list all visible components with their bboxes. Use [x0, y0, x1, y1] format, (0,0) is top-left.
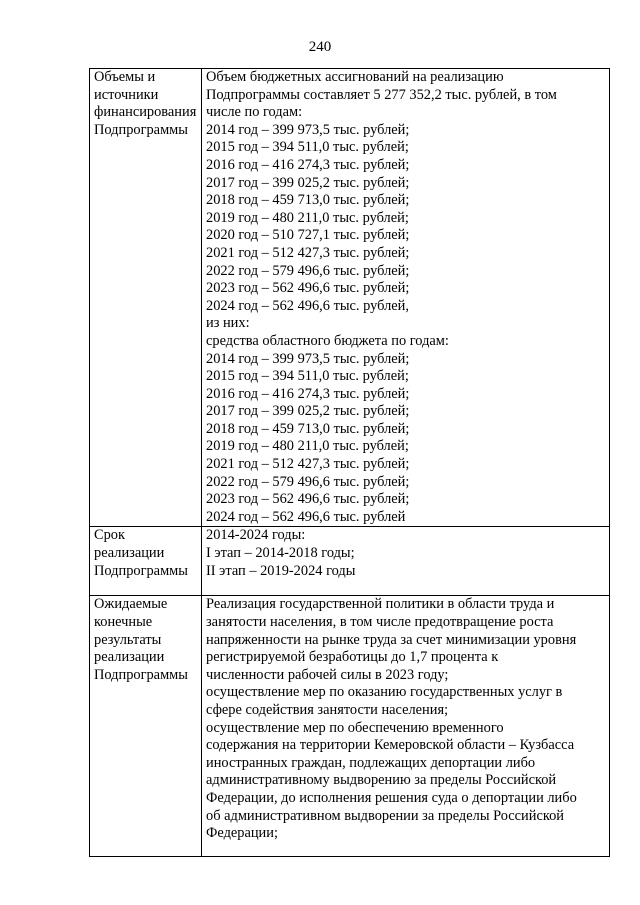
content-line: осуществление мер по оказанию государственных услуг в: [206, 684, 563, 701]
content-line: 2019 год – 480 211,0 тыс. рублей;: [206, 209, 409, 226]
content-line: 2024 год – 562 496,6 тыс. рублей,: [206, 297, 409, 314]
content-line: 2022 год – 579 496,6 тыс. рублей;: [206, 262, 410, 279]
content-line: занятости населения, в том числе предотвращение роста: [206, 614, 554, 631]
content-line: Реализация государственной политики в области труда и: [206, 596, 555, 613]
content-line: сфере содействия занятости населения;: [206, 702, 449, 718]
content-line: иностранных граждан, подлежащих депортации либо: [206, 754, 536, 771]
content-line: II этап – 2019-2024 годы: [206, 562, 356, 579]
content-line: Подпрограммы составляет 5 277 352,2 тыс. рублей, в том: [206, 86, 557, 103]
label-line: финансирования: [94, 104, 197, 121]
content-line: 2014 год – 399 973,5 тыс. рублей;: [206, 121, 410, 138]
row-content-results: [202, 596, 610, 857]
row-label-funding: [90, 69, 202, 527]
label-line: результаты: [94, 631, 162, 648]
row-content-term: [202, 527, 610, 596]
content-line: 2014-2024 годы:: [206, 527, 306, 544]
content-line: 2023 год – 562 496,6 тыс. рублей;: [206, 491, 410, 508]
content-line: Объем бюджетных ассигнований на реализацию: [206, 69, 504, 85]
content-line: числе по годам:: [206, 104, 303, 121]
label-line: реализации: [94, 649, 165, 666]
label-line: конечные: [94, 614, 153, 631]
content-line: Федерации;: [206, 825, 278, 842]
content-line: средства областного бюджета по годам:: [206, 332, 449, 349]
content-line: Федерации, до исполнения решения суда о депортации либо: [206, 789, 577, 806]
label-line: Подпрограммы: [94, 121, 188, 138]
label-line: Объемы и: [94, 69, 156, 85]
content-line: административному выдворению за пределы Российской: [206, 772, 557, 789]
content-line: 2015 год – 394 511,0 тыс. рублей;: [206, 368, 409, 385]
content-line: регистрируемой безработицы до 1,7 процента к: [206, 649, 499, 666]
content-line: 2019 год – 480 211,0 тыс. рублей;: [206, 438, 409, 455]
content-line: 2018 год – 459 713,0 тыс. рублей;: [206, 192, 410, 209]
content-line: 2015 год – 394 511,0 тыс. рублей;: [206, 139, 409, 156]
label-line: Срок: [94, 527, 125, 544]
content-line: I этап – 2014-2018 годы;: [206, 545, 355, 562]
row-label-term: [90, 527, 202, 596]
row-label-results: [90, 596, 202, 857]
content-line: 2022 год – 579 496,6 тыс. рублей;: [206, 473, 410, 490]
page-number: 240: [308, 39, 332, 55]
content-line: численности рабочей силы в 2023 году;: [206, 666, 449, 683]
label-line: реализации: [94, 545, 165, 562]
content-line: содержания на территории Кемеровской области – Кузбасса: [206, 737, 575, 754]
content-line: напряженности на рынке труда за счет минимизации уровня: [206, 631, 577, 648]
label-line: Подпрограммы: [94, 666, 188, 683]
content-line: 2018 год – 459 713,0 тыс. рублей;: [206, 420, 410, 437]
content-line: 2016 год – 416 274,3 тыс. рублей;: [206, 156, 410, 173]
content-line: 2021 год – 512 427,3 тыс. рублей;: [206, 456, 410, 473]
content-line: из них:: [206, 315, 250, 332]
content-line: 2017 год – 399 025,2 тыс. рублей;: [206, 174, 410, 191]
content-line: 2024 год – 562 496,6 тыс. рублей: [206, 508, 406, 525]
label-line: Подпрограммы: [94, 562, 188, 579]
table-row-results: [90, 596, 610, 857]
content-line: 2014 год – 399 973,5 тыс. рублей;: [206, 350, 410, 367]
table-row-term: [90, 527, 610, 596]
content-line: 2017 год – 399 025,2 тыс. рублей;: [206, 403, 410, 420]
label-line: источники: [94, 86, 159, 103]
content-line: 2016 год – 416 274,3 тыс. рублей;: [206, 385, 410, 402]
content-line: 2021 год – 512 427,3 тыс. рублей;: [206, 244, 410, 261]
content-line: об административном выдворении за пределы Российской: [206, 807, 565, 824]
content-line: 2020 год – 510 727,1 тыс. рублей;: [206, 227, 410, 244]
content-line: осуществление мер по обеспечению временного: [206, 719, 504, 736]
subprogram-passport-table: [89, 68, 610, 857]
content-line: 2023 год – 562 496,6 тыс. рублей;: [206, 280, 410, 297]
label-line: Ожидаемые: [94, 596, 168, 613]
row-content-funding: [202, 69, 610, 527]
table-row-funding: [90, 69, 610, 527]
